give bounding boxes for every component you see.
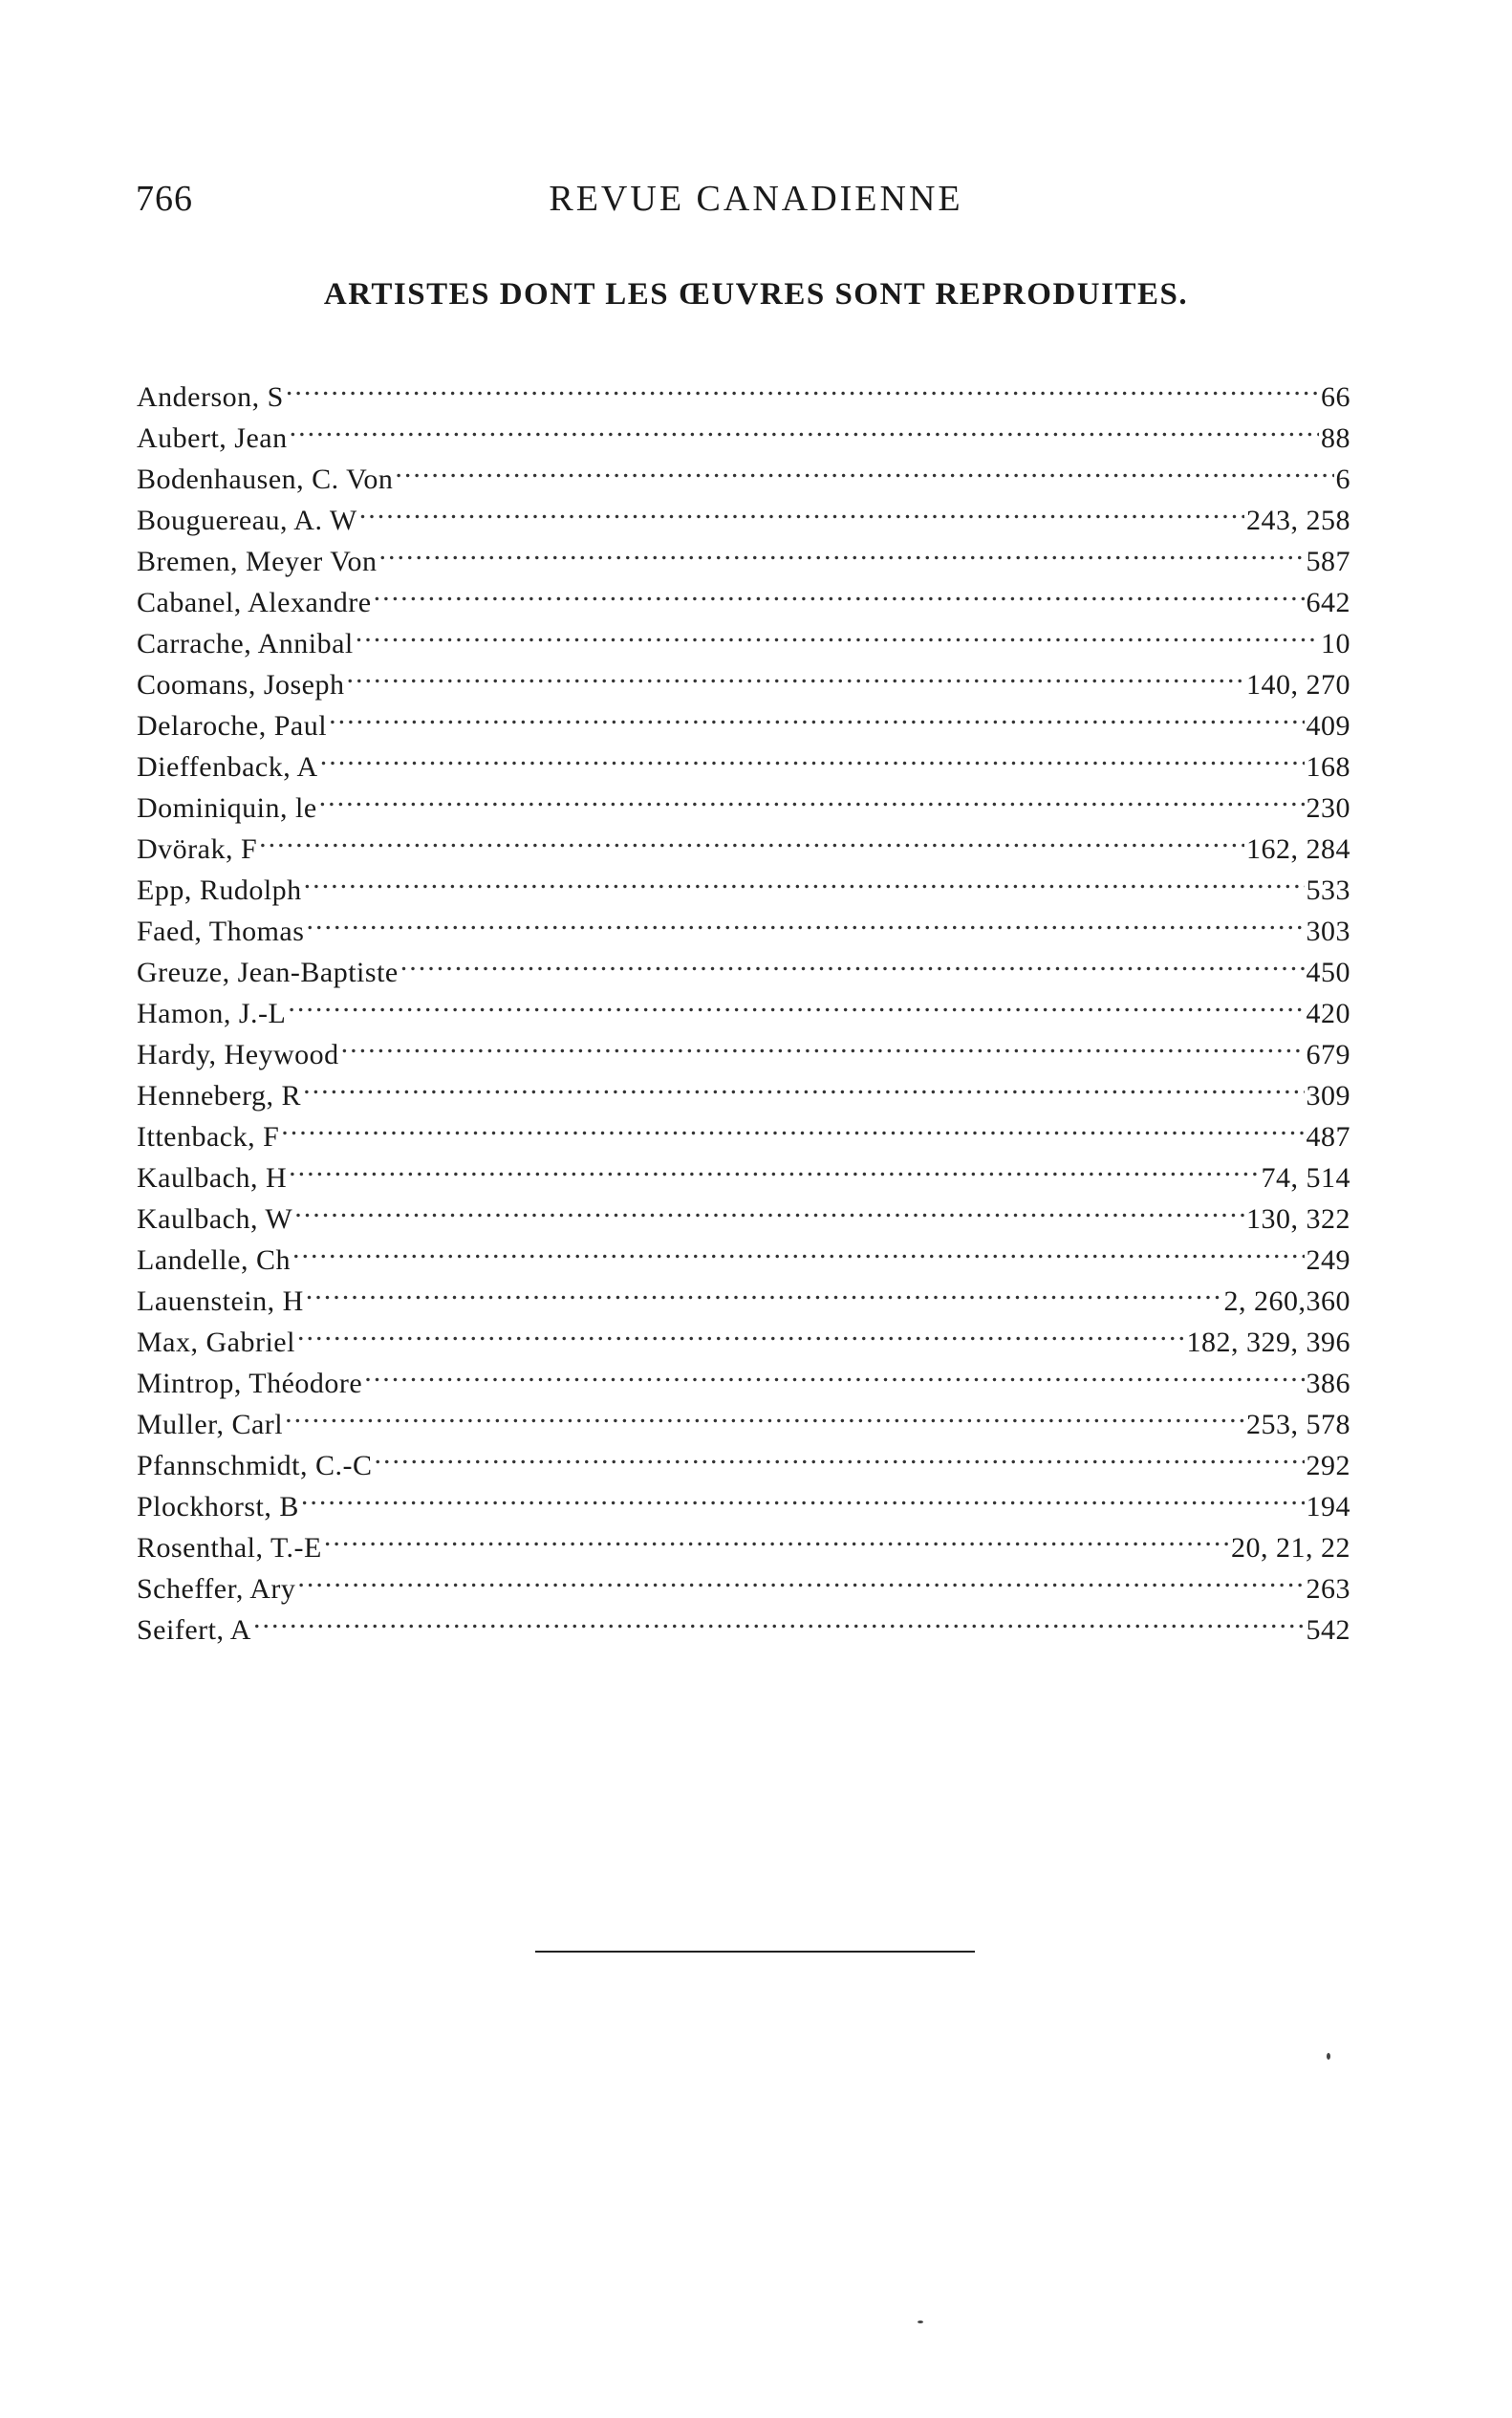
page-references: 386 bbox=[1306, 1368, 1350, 1399]
artist-name: Ittenback, F bbox=[137, 1121, 280, 1153]
index-entry bbox=[137, 1023, 1350, 1070]
page-references: 168 bbox=[1306, 751, 1350, 783]
dot-leader bbox=[301, 1064, 1306, 1105]
index-entry bbox=[137, 365, 1350, 413]
index-entry bbox=[137, 1187, 1350, 1235]
artist-name: Faed, Thomas bbox=[137, 916, 305, 947]
artist-name: Plockhorst, B bbox=[137, 1491, 299, 1522]
page-references: 6 bbox=[1335, 464, 1350, 495]
page-references: 303 bbox=[1306, 916, 1350, 947]
artist-name: Hardy, Heywood bbox=[137, 1039, 339, 1070]
dot-leader bbox=[283, 1393, 1246, 1434]
page-references: 194 bbox=[1306, 1491, 1350, 1522]
index-entry bbox=[137, 1557, 1350, 1605]
artist-name: Dieffenback, A bbox=[137, 751, 318, 783]
artist-name: Henneberg, R bbox=[137, 1080, 302, 1112]
page-references: 130, 322 bbox=[1246, 1203, 1350, 1235]
dot-leader bbox=[318, 735, 1307, 776]
page-references: 542 bbox=[1306, 1614, 1350, 1646]
artist-name: Pfannschmidt, C.-C bbox=[137, 1450, 373, 1481]
page-references: 243, 258 bbox=[1246, 505, 1350, 536]
dot-leader bbox=[362, 1351, 1306, 1393]
dot-leader bbox=[287, 1146, 1261, 1187]
page-references: 679 bbox=[1306, 1039, 1350, 1070]
dot-leader bbox=[339, 1023, 1307, 1064]
dot-leader bbox=[304, 1269, 1224, 1310]
dot-leader bbox=[304, 899, 1306, 940]
dot-leader bbox=[378, 529, 1307, 571]
dot-leader bbox=[299, 1475, 1307, 1516]
running-title: REVUE CANADIENNE bbox=[549, 179, 963, 219]
page-references: 20, 21, 22 bbox=[1231, 1532, 1350, 1564]
dot-leader bbox=[372, 571, 1307, 612]
dot-leader bbox=[373, 1434, 1307, 1475]
artist-name: Bremen, Meyer Von bbox=[137, 546, 378, 577]
index-entry bbox=[137, 982, 1350, 1029]
artist-name: Cabanel, Alexandre bbox=[137, 587, 372, 618]
index-entry bbox=[137, 858, 1350, 906]
page-references: 88 bbox=[1321, 422, 1350, 454]
index-entry bbox=[137, 817, 1350, 865]
artist-name: Seifert, A bbox=[137, 1614, 251, 1646]
index-entry bbox=[137, 1146, 1350, 1194]
artist-name: Mintrop, Théodore bbox=[137, 1368, 363, 1399]
dot-leader bbox=[284, 365, 1321, 406]
dot-leader bbox=[302, 858, 1307, 899]
page-references: 450 bbox=[1306, 957, 1350, 988]
artist-name: Lauenstein, H bbox=[137, 1285, 304, 1317]
page-references: 249 bbox=[1306, 1244, 1350, 1276]
page-references: 309 bbox=[1306, 1080, 1350, 1112]
index-entry bbox=[137, 776, 1350, 824]
artist-name: Scheffer, Ary bbox=[137, 1573, 296, 1605]
artist-index-list bbox=[137, 365, 1350, 1646]
page-references: 292 bbox=[1306, 1450, 1350, 1481]
artist-name: Aubert, Jean bbox=[137, 422, 288, 454]
page-references: 10 bbox=[1321, 628, 1350, 659]
page-references: 487 bbox=[1306, 1121, 1350, 1153]
dot-leader bbox=[327, 694, 1306, 735]
dot-leader bbox=[288, 406, 1321, 447]
index-entry bbox=[137, 447, 1350, 495]
artist-name: Max, Gabriel bbox=[137, 1327, 295, 1358]
index-entry bbox=[137, 1393, 1350, 1440]
dot-leader bbox=[286, 982, 1306, 1023]
page-references: 253, 578 bbox=[1246, 1409, 1350, 1440]
artist-name: Delaroche, Paul bbox=[137, 710, 328, 742]
index-entry bbox=[137, 1598, 1350, 1646]
index-entry bbox=[137, 1228, 1350, 1276]
index-entry bbox=[137, 1105, 1350, 1153]
paper-speck bbox=[1327, 2053, 1330, 2060]
index-entry bbox=[137, 1475, 1350, 1522]
index-entry bbox=[137, 1351, 1350, 1399]
artist-name: Hamon, J.-L bbox=[137, 998, 287, 1029]
artist-name: Carrache, Annibal bbox=[137, 628, 354, 659]
dot-leader bbox=[257, 817, 1246, 858]
dot-leader bbox=[295, 1557, 1306, 1598]
index-entry bbox=[137, 1310, 1350, 1358]
artist-name: Greuze, Jean-Baptiste bbox=[137, 957, 399, 988]
dot-leader bbox=[279, 1105, 1306, 1146]
paper-speck bbox=[918, 2321, 923, 2323]
artist-name: Landelle, Ch bbox=[137, 1244, 291, 1276]
dot-leader bbox=[357, 488, 1246, 529]
artist-name: Kaulbach, H bbox=[137, 1162, 288, 1194]
dot-leader bbox=[295, 1310, 1187, 1351]
page-references: 642 bbox=[1306, 587, 1350, 618]
page-references: 420 bbox=[1306, 998, 1350, 1029]
artist-name: Bouguereau, A. W bbox=[137, 505, 357, 536]
artist-name: Kaulbach, W bbox=[137, 1203, 293, 1235]
page-references: 230 bbox=[1306, 792, 1350, 824]
page-references: 66 bbox=[1321, 381, 1350, 413]
dot-leader bbox=[317, 776, 1307, 817]
artist-name: Epp, Rudolph bbox=[137, 874, 302, 906]
artist-name: Rosenthal, T.-E bbox=[137, 1532, 322, 1564]
dot-leader bbox=[292, 1187, 1246, 1228]
dot-leader bbox=[354, 612, 1321, 653]
artist-name: Dvörak, F bbox=[137, 833, 258, 865]
page-references: 140, 270 bbox=[1246, 669, 1350, 701]
index-entry bbox=[137, 1434, 1350, 1481]
index-entry bbox=[137, 406, 1350, 454]
page-references: 587 bbox=[1306, 546, 1350, 577]
index-entry bbox=[137, 1516, 1350, 1564]
dot-leader bbox=[399, 940, 1307, 982]
dot-leader bbox=[251, 1598, 1307, 1639]
section-title: ARTISTES DONT LES ŒUVRES SONT REPRODUITES. bbox=[323, 277, 1189, 312]
page-references: 533 bbox=[1306, 874, 1350, 906]
artist-name: Coomans, Joseph bbox=[137, 669, 345, 701]
page-references: 409 bbox=[1306, 710, 1350, 742]
artist-name: Dominiquin, le bbox=[137, 792, 317, 824]
page-references: 162, 284 bbox=[1246, 833, 1350, 865]
index-entry bbox=[137, 899, 1350, 947]
dot-leader bbox=[322, 1516, 1231, 1557]
artist-name: Anderson, S bbox=[137, 381, 284, 413]
page-references: 182, 329, 396 bbox=[1186, 1327, 1350, 1358]
page-references: 263 bbox=[1306, 1573, 1350, 1605]
index-entry bbox=[137, 1269, 1350, 1317]
index-entry bbox=[137, 1064, 1350, 1112]
dot-leader bbox=[291, 1228, 1307, 1269]
closing-rule bbox=[535, 1951, 975, 1953]
page-number: 766 bbox=[136, 179, 193, 219]
artist-name: Muller, Carl bbox=[137, 1409, 284, 1440]
dot-leader bbox=[393, 447, 1335, 488]
page-references: 2, 260,360 bbox=[1223, 1285, 1350, 1317]
index-entry bbox=[137, 940, 1350, 988]
page-references: 74, 514 bbox=[1261, 1162, 1350, 1194]
artist-name: Bodenhausen, C. Von bbox=[137, 464, 394, 495]
dot-leader bbox=[345, 653, 1247, 694]
index-entry bbox=[137, 735, 1350, 783]
